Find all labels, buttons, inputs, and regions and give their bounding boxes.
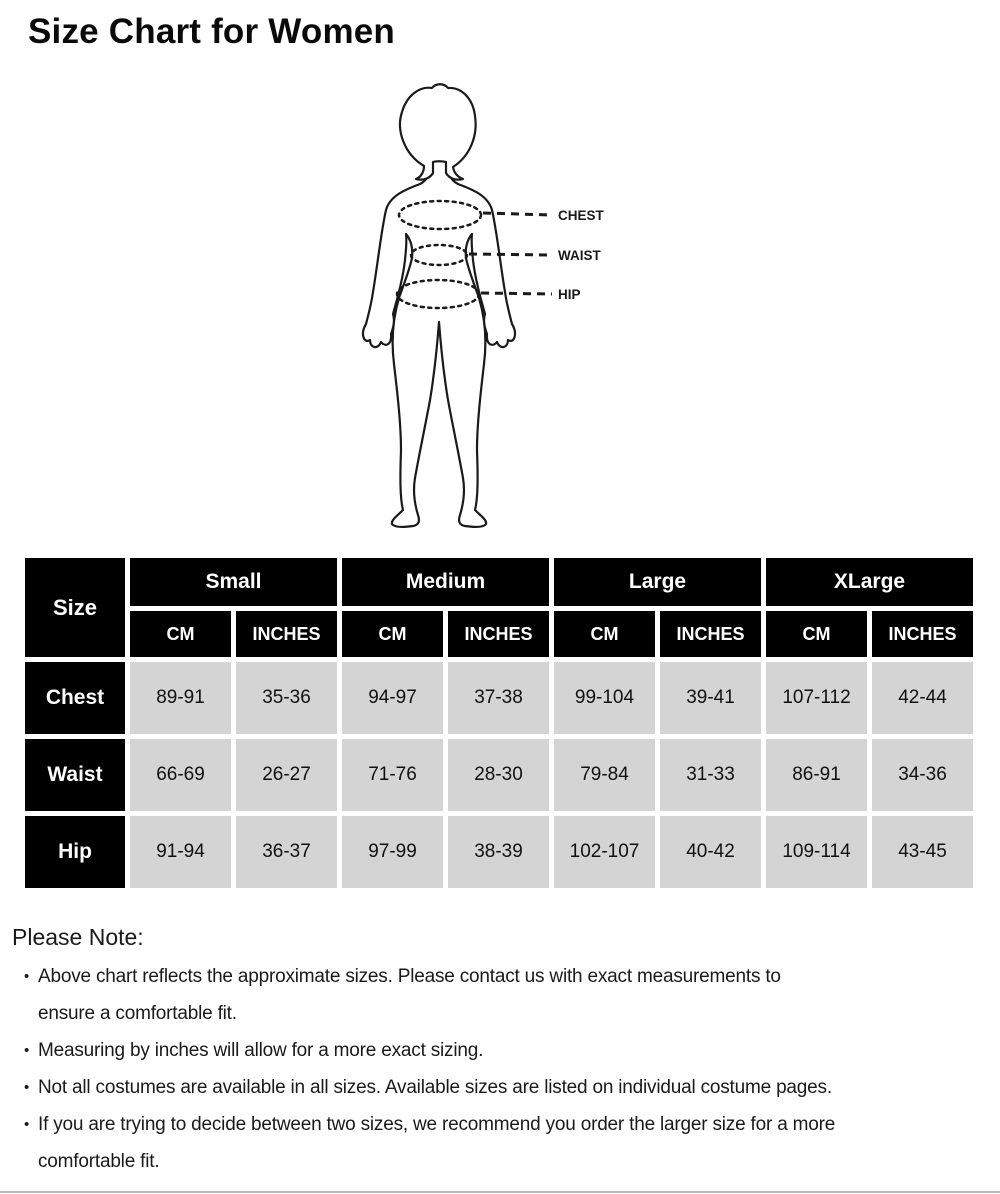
measurement-cell: 31-33 [660,739,761,811]
hip-label: HIP [558,287,581,302]
size-corner-header: Size [25,558,125,657]
notes-section [12,920,977,1180]
measurement-cell: 79-84 [554,739,655,811]
page-title: Size Chart for Women [28,12,396,51]
unit-header-inches: INCHES [236,611,337,657]
measurement-cell: 36-37 [236,816,337,888]
note-text: Not all costumes are available in all sizes. Available sizes are listed on individual costume pages. [38,1077,832,1098]
size-group-medium: Medium [342,558,549,606]
measurement-cell: 40-42 [660,816,761,888]
bullet-icon: • [24,1079,30,1096]
row-label-waist: Waist [25,739,125,811]
unit-header-cm: CM [766,611,867,657]
bullet-icon: • [24,1116,30,1133]
measurement-cell: 86-91 [766,739,867,811]
size-group-xlarge: XLarge [766,558,973,606]
measurement-cell: 102-107 [554,816,655,888]
notes-list [12,958,977,1180]
bullet-icon: • [24,1042,30,1059]
unit-header-cm: CM [554,611,655,657]
measurement-cell: 38-39 [448,816,549,888]
note-text: comfortable fit. [38,1151,160,1172]
note-text: Above chart reflects the approximate sizes. Please contact us with exact measurements to [38,966,781,987]
measurement-cell: 109-114 [766,816,867,888]
measurement-cell: 91-94 [130,816,231,888]
measurement-diagram [340,82,670,542]
table-row-chest [25,662,973,734]
measurement-cell: 34-36 [872,739,973,811]
measurement-cell: 99-104 [554,662,655,734]
list-item [24,1032,977,1069]
measurement-cell: 66-69 [130,739,231,811]
list-item [24,958,977,1032]
measurement-cell: 26-27 [236,739,337,811]
measurement-cell: 28-30 [448,739,549,811]
size-group-header-row [25,558,973,606]
unit-header-inches: INCHES [660,611,761,657]
measurement-cell: 71-76 [342,739,443,811]
measurement-cell: 97-99 [342,816,443,888]
notes-heading: Please Note: [12,924,144,950]
measurement-cell: 43-45 [872,816,973,888]
bullet-icon: • [24,968,30,985]
row-label-chest: Chest [25,662,125,734]
unit-header-cm: CM [342,611,443,657]
unit-header-inches: INCHES [872,611,973,657]
table-row-waist [25,739,973,811]
note-text: If you are trying to decide between two sizes, we recommend you order the larger size for a more [38,1114,836,1135]
page-bottom-divider [0,1191,1000,1193]
unit-header-cm: CM [130,611,231,657]
measurement-cell: 35-36 [236,662,337,734]
note-text: Measuring by inches will allow for a more exact sizing. [38,1040,484,1061]
list-item [24,1069,977,1106]
row-label-hip: Hip [25,816,125,888]
female-body-figure [340,82,670,542]
unit-header-inches: INCHES [448,611,549,657]
measurement-cell: 94-97 [342,662,443,734]
measurement-cell: 37-38 [448,662,549,734]
chest-label: CHEST [558,208,604,223]
unit-header-row [25,611,973,657]
measurement-cell: 89-91 [130,662,231,734]
list-item [24,1106,977,1180]
size-chart-table [20,553,978,893]
body-outline [363,161,515,527]
size-group-large: Large [554,558,761,606]
note-text: ensure a comfortable fit. [38,1003,237,1024]
measurement-cell: 107-112 [766,662,867,734]
table-row-hip [25,816,973,888]
waist-label: WAIST [558,248,601,263]
size-group-small: Small [130,558,337,606]
measurement-cell: 42-44 [872,662,973,734]
measurement-cell: 39-41 [660,662,761,734]
